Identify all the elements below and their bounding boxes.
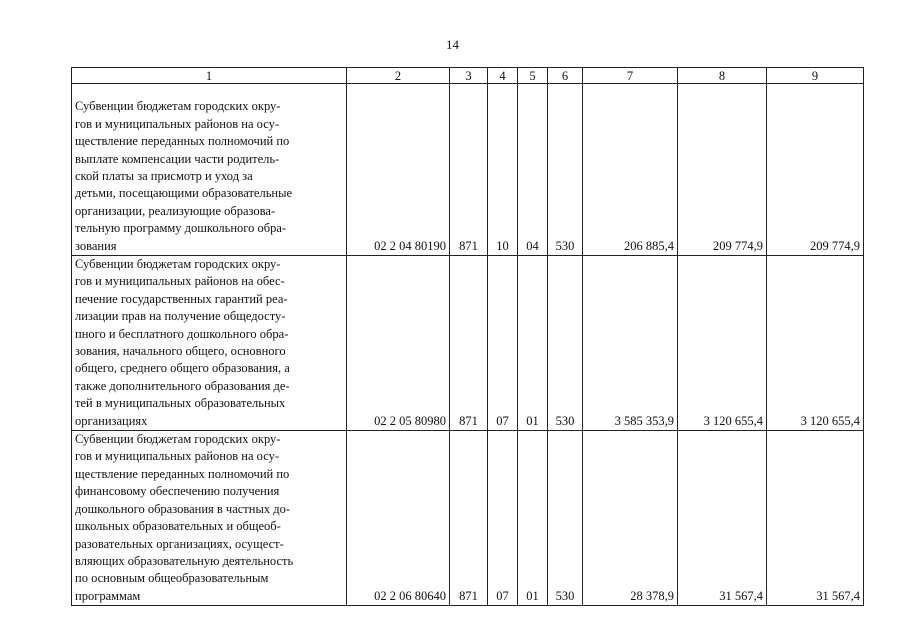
cell-description	[72, 256, 347, 431]
description-line: выплате компенсации части родитель-	[75, 151, 280, 166]
description-line: ществление переданных полномочий по	[75, 134, 290, 149]
table-row	[72, 256, 864, 431]
description-line: лизации прав на получение общедосту-	[75, 309, 286, 324]
description-line: Субвенции бюджетам городских окру-	[75, 432, 281, 447]
table-row	[72, 431, 864, 606]
description-line: организациях	[75, 413, 148, 428]
description-line: гов и муниципальных районов на обес-	[75, 274, 285, 289]
description-line: ществление переданных полномочий по	[75, 466, 290, 481]
cell-col6: 530	[548, 84, 583, 256]
column-header: 4	[488, 68, 518, 84]
description-line: также дополнительного образования де-	[75, 378, 290, 393]
description-line: программам	[75, 588, 141, 603]
description-line: зования, начального общего, основного	[75, 344, 286, 359]
column-header: 6	[548, 68, 583, 84]
description-line: Субвенции бюджетам городских окру-	[75, 257, 281, 271]
cell-code: 02 2 06 80640	[347, 431, 450, 606]
cell-col3: 871	[450, 256, 488, 431]
description-line: дошкольного образования в частных до-	[75, 501, 290, 516]
column-header: 7	[583, 68, 678, 84]
cell-description	[72, 84, 347, 256]
cell-code: 02 2 04 80190	[347, 84, 450, 256]
column-header: 3	[450, 68, 488, 84]
page-number: 14	[446, 37, 459, 52]
description-line: школьных образовательных и общеоб-	[75, 519, 281, 534]
description-line: общего, среднего общего образования, а	[75, 361, 290, 376]
description-line: тей в муниципальных образовательных	[75, 396, 286, 411]
cell-col8: 209 774,9	[678, 84, 767, 256]
description-line: ской платы за присмотр и уход за	[75, 168, 253, 183]
description-line: Субвенции бюджетам городских окру-	[75, 99, 281, 114]
description-line: зования	[75, 238, 117, 253]
column-header: 5	[518, 68, 548, 84]
description-line: финансовому обеспечению получения	[75, 484, 280, 499]
cell-col6: 530	[548, 431, 583, 606]
description-line: пного и бесплатного дошкольного обра-	[75, 326, 289, 341]
description-line: детьми, посещающими образовательные	[75, 186, 293, 201]
cell-col4: 07	[488, 431, 518, 606]
cell-col3: 871	[450, 84, 488, 256]
cell-col7: 3 585 353,9	[583, 256, 678, 431]
column-header: 2	[347, 68, 450, 84]
table-row	[72, 84, 864, 256]
description-line: разовательных организациях, осущест-	[75, 536, 284, 551]
description-line: организации, реализующие образова-	[75, 203, 276, 218]
column-header: 9	[767, 68, 864, 84]
cell-col5: 04	[518, 84, 548, 256]
cell-col9: 31 567,4	[767, 431, 864, 606]
column-header: 8	[678, 68, 767, 84]
cell-col5: 01	[518, 431, 548, 606]
cell-col5: 01	[518, 256, 548, 431]
description-line: гов и муниципальных районов на осу-	[75, 116, 279, 131]
cell-col4: 10	[488, 84, 518, 256]
cell-code: 02 2 05 80980	[347, 256, 450, 431]
cell-col8: 3 120 655,4	[678, 256, 767, 431]
cell-col7: 28 378,9	[583, 431, 678, 606]
cell-description	[72, 431, 347, 606]
budget-table	[71, 67, 864, 606]
table-header-row	[72, 68, 864, 84]
description-line: вляющих образовательную деятельность	[75, 553, 294, 568]
cell-col4: 07	[488, 256, 518, 431]
column-header: 1	[72, 68, 347, 84]
cell-col9: 3 120 655,4	[767, 256, 864, 431]
description-line: гов и муниципальных районов на осу-	[75, 449, 279, 464]
description-line: печение государственных гарантий реа-	[75, 291, 288, 306]
description-line: тельную программу дошкольного обра-	[75, 221, 287, 236]
description-line: по основным общеобразовательным	[75, 571, 269, 586]
cell-col7: 206 885,4	[583, 84, 678, 256]
cell-col3: 871	[450, 431, 488, 606]
cell-col6: 530	[548, 256, 583, 431]
cell-col8: 31 567,4	[678, 431, 767, 606]
cell-col9: 209 774,9	[767, 84, 864, 256]
